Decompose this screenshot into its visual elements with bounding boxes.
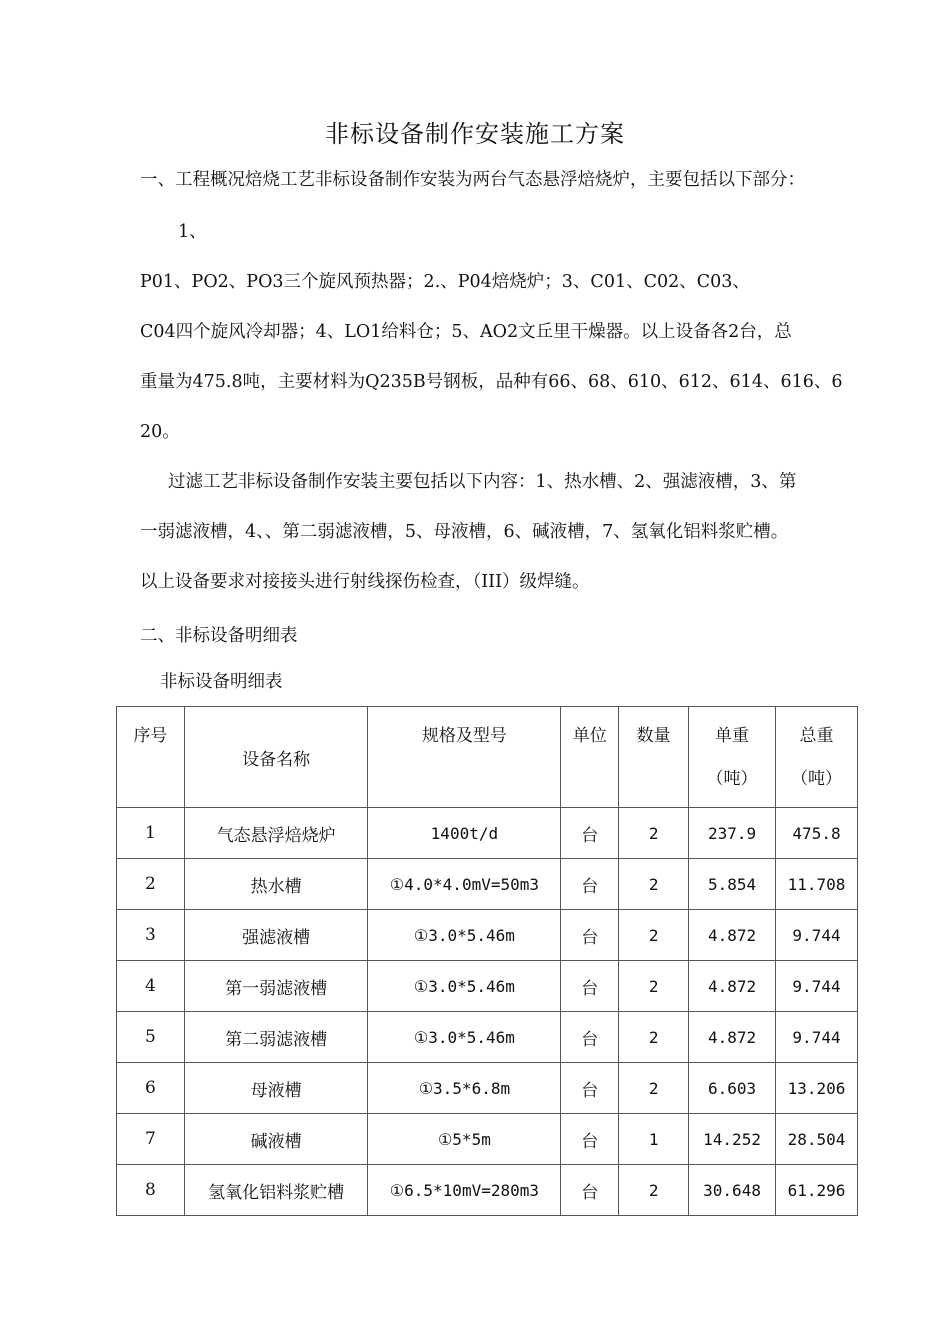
cell-name: 热水槽 — [184, 859, 368, 910]
cell-unit: 台 — [561, 859, 619, 910]
cell-unit: 台 — [561, 1114, 619, 1165]
cell-seq: 1 — [117, 808, 185, 859]
cell-total-weight: 13.206 — [776, 1063, 858, 1114]
document-title: 非标设备制作安装施工方案 — [325, 120, 625, 148]
paragraph-line: 一、工程概况焙烧工艺非标设备制作安装为两台气态悬浮焙烧炉，主要包括以下部分： — [140, 170, 805, 190]
header-spec: 规格及型号 — [368, 707, 561, 808]
cell-unit: 台 — [561, 1012, 619, 1063]
cell-total-weight: 11.708 — [776, 859, 858, 910]
cell-unit: 台 — [561, 1165, 619, 1216]
header-qty: 数量 — [619, 707, 689, 808]
header-total-weight: 总重 （吨） — [776, 707, 858, 808]
cell-qty: 2 — [619, 1012, 689, 1063]
cell-qty: 1 — [619, 1114, 689, 1165]
cell-total-weight: 9.744 — [776, 1012, 858, 1063]
cell-seq: 8 — [117, 1165, 185, 1216]
section-heading: 二、非标设备明细表 — [140, 626, 298, 646]
paragraph-line: 1、 — [178, 222, 207, 242]
cell-spec: ①5*5m — [368, 1114, 561, 1165]
cell-seq: 6 — [117, 1063, 185, 1114]
cell-name: 强滤液槽 — [184, 910, 368, 961]
cell-seq: 3 — [117, 910, 185, 961]
cell-seq: 4 — [117, 961, 185, 1012]
cell-spec: ①3.0*5.46m — [368, 910, 561, 961]
cell-name: 气态悬浮焙烧炉 — [184, 808, 368, 859]
cell-spec: ①3.5*6.8m — [368, 1063, 561, 1114]
cell-unit-weight: 5.854 — [689, 859, 776, 910]
header-unit-weight: 单重 （吨） — [689, 707, 776, 808]
cell-unit-weight: 4.872 — [689, 1012, 776, 1063]
cell-qty: 2 — [619, 961, 689, 1012]
cell-qty: 2 — [619, 1165, 689, 1216]
paragraph-line: 以上设备要求对接接头进行射线探伤检查，（III）级焊缝。 — [140, 572, 590, 592]
cell-spec: 1400t/d — [368, 808, 561, 859]
cell-name: 碱液槽 — [184, 1114, 368, 1165]
cell-name: 第一弱滤液槽 — [184, 961, 368, 1012]
paragraph-line: C04四个旋风冷却器；4、LO1给料仓；5、AO2文丘里干燥器。以上设备各2台，总 — [140, 322, 792, 342]
cell-unit: 台 — [561, 1063, 619, 1114]
cell-spec: ①3.0*5.46m — [368, 961, 561, 1012]
table-row — [117, 1114, 858, 1165]
table-caption: 非标设备明细表 — [160, 672, 283, 692]
cell-qty: 2 — [619, 859, 689, 910]
cell-unit-weight: 237.9 — [689, 808, 776, 859]
cell-total-weight: 9.744 — [776, 961, 858, 1012]
cell-seq: 5 — [117, 1012, 185, 1063]
cell-qty: 2 — [619, 910, 689, 961]
table-row — [117, 1063, 858, 1114]
table-row — [117, 1165, 858, 1216]
equipment-table — [116, 706, 858, 1216]
table-header-row — [117, 707, 858, 808]
cell-total-weight: 9.744 — [776, 910, 858, 961]
cell-unit-weight: 14.252 — [689, 1114, 776, 1165]
cell-unit: 台 — [561, 808, 619, 859]
table-row — [117, 808, 858, 859]
cell-name: 第二弱滤液槽 — [184, 1012, 368, 1063]
cell-spec: ①4.0*4.0mV=50m3 — [368, 859, 561, 910]
table-row — [117, 961, 858, 1012]
table-row — [117, 910, 858, 961]
cell-qty: 2 — [619, 1063, 689, 1114]
paragraph-line: 过滤工艺非标设备制作安装主要包括以下内容：1、热水槽、2、强滤液槽，3、第 — [168, 472, 797, 492]
table-row — [117, 1012, 858, 1063]
paragraph-line: P01、PO2、PO3三个旋风预热器；2.、P04焙烧炉；3、C01、C02、C03、 — [140, 272, 750, 292]
cell-unit-weight: 30.648 — [689, 1165, 776, 1216]
cell-qty: 2 — [619, 808, 689, 859]
table-row — [117, 859, 858, 910]
cell-unit-weight: 4.872 — [689, 961, 776, 1012]
paragraph-line: 重量为475.8吨，主要材料为Q235B号钢板，品种有66、68、610、612、614、616、6 — [140, 372, 843, 392]
paragraph-line: 20。 — [140, 422, 180, 442]
cell-spec: ①3.0*5.46m — [368, 1012, 561, 1063]
cell-seq: 2 — [117, 859, 185, 910]
header-seq: 序号 — [117, 707, 185, 808]
header-name: 设备名称 — [184, 707, 368, 808]
cell-total-weight: 475.8 — [776, 808, 858, 859]
cell-unit: 台 — [561, 910, 619, 961]
cell-name: 氢氧化铝料浆贮槽 — [184, 1165, 368, 1216]
cell-total-weight: 28.504 — [776, 1114, 858, 1165]
paragraph-line: 一弱滤液槽，4、、第二弱滤液槽，5、母液槽，6、碱液槽，7、氢氧化铝料浆贮槽。 — [140, 522, 789, 542]
header-unit: 单位 — [561, 707, 619, 808]
cell-unit-weight: 4.872 — [689, 910, 776, 961]
cell-unit-weight: 6.603 — [689, 1063, 776, 1114]
cell-spec: ①6.5*10mV=280m3 — [368, 1165, 561, 1216]
cell-unit: 台 — [561, 961, 619, 1012]
cell-name: 母液槽 — [184, 1063, 368, 1114]
cell-total-weight: 61.296 — [776, 1165, 858, 1216]
cell-seq: 7 — [117, 1114, 185, 1165]
